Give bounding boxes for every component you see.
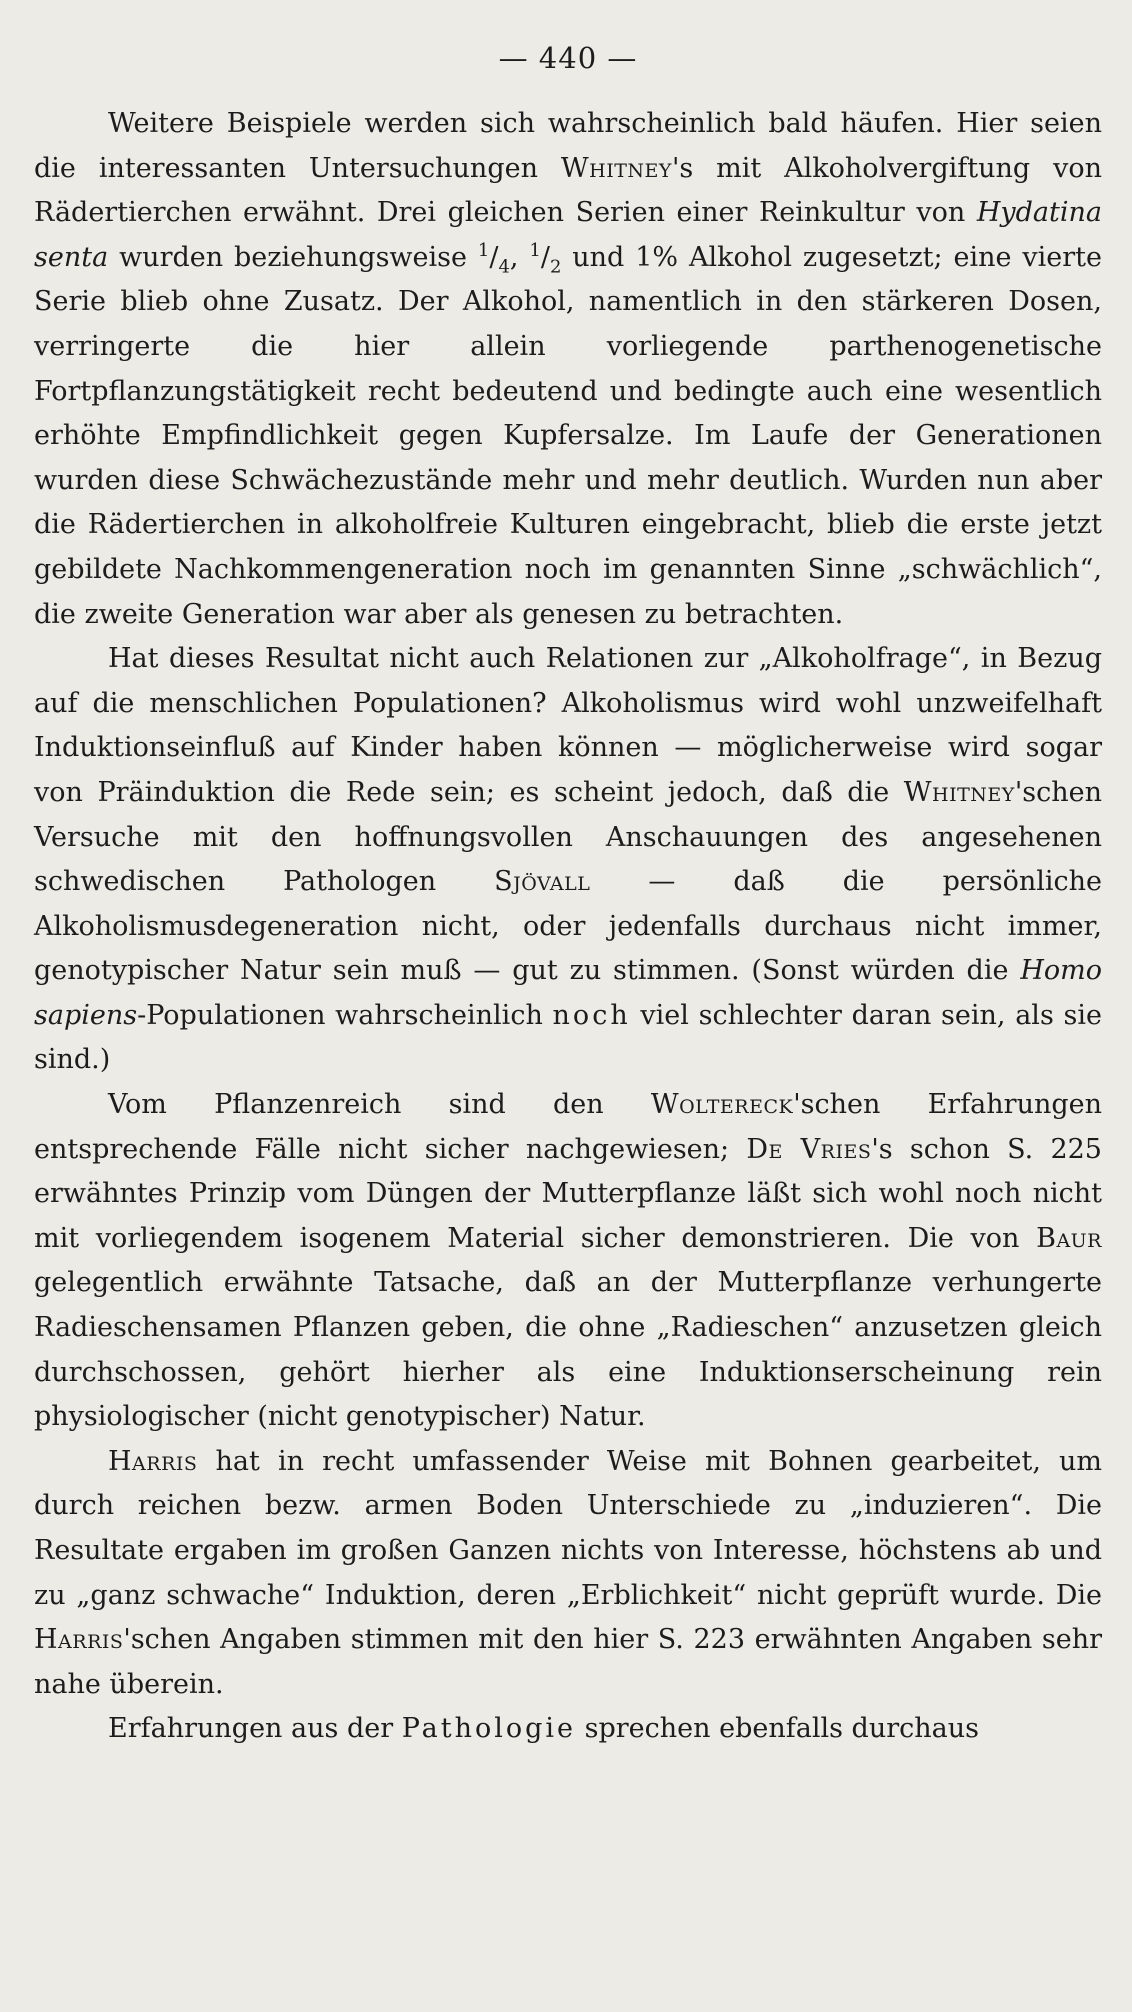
species-name: Homo sapiens	[34, 955, 1102, 1031]
text-run: Weitere Beispiele werden sich wahrscheinlich bald häufen. Hier seien die interessanten Untersuchungen	[34, 108, 1102, 184]
species-name: Hydatina senta	[34, 197, 1102, 273]
spaced-word: noch	[552, 999, 631, 1031]
text-run: 'schen Angaben stimmen mit den hier S. 223 erwähnten Angaben sehr nahe überein.	[34, 1624, 1102, 1700]
author-name: Whitney	[560, 152, 672, 184]
author-name: Harris	[34, 1624, 124, 1656]
paragraph-pathology	[34, 1707, 1102, 1752]
author-name: Woltereck	[650, 1089, 794, 1121]
text-run: hat in recht umfassender Weise mit Bohnen gearbeitet, um durch reichen bezw. armen Boden Unterschiede zu „induzieren“. Die Resultate ergaben im großen Ganzen nichts von Interesse, höchstens ab und zu „ganz schwache“ Induktion, deren „Erblichkeit“ nicht geprüft wurde. Die	[34, 1445, 1102, 1611]
author-name: Harris	[108, 1445, 198, 1477]
fraction-denominator: 2	[549, 256, 562, 278]
text-run: gelegentlich erwähnte Tatsache, daß an der Mutterpflanze verhungerte Radieschensamen Pflanzen geben, die ohne „Radieschen“ anzusetzen gleich durchschossen, gehört hierher als eine Induktionserscheinung rein physiologischer (nicht genotypischer) Natur.	[34, 1267, 1102, 1433]
text-run: 's schon S. 225 erwähntes Prinzip vom Düngen der Mutterpflanze läßt sich wohl noch nicht mit vorliegendem isogenem Material sicher demonstrieren. Die von	[34, 1133, 1102, 1254]
text-run: -Populationen wahrscheinlich	[137, 999, 553, 1031]
page-number: — 440 —	[498, 41, 638, 75]
paragraph-alcohol-question	[34, 637, 1102, 1083]
text-run: 'schen Erfahrungen entsprechende Fälle nicht sicher nachgewiesen;	[34, 1089, 1103, 1165]
text-run: — daß die persönliche Alkoholismusdegeneration nicht, oder jedenfalls durchaus nicht immer, genotypischer Natur sein muß — gut zu stimmen. (Sonst würden die	[34, 866, 1102, 987]
author-name: De Vries	[746, 1133, 872, 1165]
text-run: Erfahrungen aus der	[108, 1713, 402, 1745]
paragraph-harris-beans	[34, 1440, 1102, 1708]
paragraph-plant-kingdom	[34, 1083, 1102, 1440]
fraction-numerator: 1	[477, 239, 490, 261]
text-run: 'schen Versuche mit den hoffnungsvollen Anschauungen des angesehenen schwedischen Pathologen	[34, 776, 1102, 898]
author-name: Baur	[1036, 1222, 1102, 1254]
text-run: ,	[509, 241, 530, 273]
spaced-word: Pathologie	[401, 1713, 577, 1745]
text-run: Vom Pflanzenreich sind den	[108, 1089, 651, 1121]
fraction-numerator: 1	[529, 239, 541, 261]
paragraph-whitney-alcohol: Weitere Beispiele werden sich wahrscheinlich bald häufen. Hier seien die interessanten Untersuchungen Whitney's mit Alkoholvergiftung von Rädertierchen erwähnt. Drei gleichen Serien einer Reinkultur von Hydatina senta wurden beziehungsweise $^1/_4$, $^1/_2$ und 1% Alkohol zugesetzt; eine vierte Serie blieb ohne Zusatz. Der Alkohol, namentlich in den stärkeren Dosen, verringerte die hier allein vorliegende parthenogenetische Fortpflanzungstätigkeit recht bedeutend und bedingte auch eine wesentlich erhöhte Empfindlichkeit gegen Kupfersalze. Im Laufe der Generationen wurden diese Schwächezustände mehr und mehr deutlich. Wurden nun aber die Rädertierchen in alkoholfreie Kulturen eingebracht, blieb die erste jetzt gebildete Nachkommengeneration noch im genannten Sinne „schwächlich“, die zweite Generation war aber als genesen zu betrachten.	[34, 108, 1102, 630]
author-name: Sjövall	[494, 866, 591, 898]
fraction-denominator: 4	[498, 256, 510, 278]
text-run: viel schlechter daran sein, als sie sind.)	[34, 999, 1102, 1076]
author-name: Whitney	[903, 776, 1015, 808]
text-run: Hat dieses Resultat nicht auch Relationen zur „Alkoholfrage“, in Bezug auf die menschlichen Populationen? Alkoholismus wird wohl unzweifelhaft Induktionseinfluß auf Kinder haben können — möglicherweise wird sogar von Präinduktion die Rede sein; es scheint jedoch, daß die	[34, 643, 1102, 808]
text-run: sprechen ebenfalls durchaus	[576, 1713, 979, 1745]
text-run: 's mit Alkoholvergiftung von Rädertierchen erwähnt. Drei gleichen Serien einer Reinkultur von	[34, 152, 1102, 229]
text-run: wurden beziehungsweise	[108, 241, 478, 273]
text-run: und 1% Alkohol zugesetzt; eine vierte Serie blieb ohne Zusatz. Der Alkohol, namentlich in den stärkeren Dosen, verringerte die hier allein vorliegende parthenogenetische Fortpflanzungstätigkeit recht bedeutend und bedingte auch eine wesentlich erhöhte Empfindlichkeit gegen Kupfersalze. Im Laufe der Generationen wurden diese Schwächezustände mehr und mehr deutlich. Wurden nun aber die Rädertierchen in alkoholfreie Kulturen eingebracht, blieb die erste jetzt gebildete Nachkommengeneration noch im genannten Sinne „schwächlich“, die zweite Generation war aber als genesen zu betrachten.	[34, 241, 1102, 630]
